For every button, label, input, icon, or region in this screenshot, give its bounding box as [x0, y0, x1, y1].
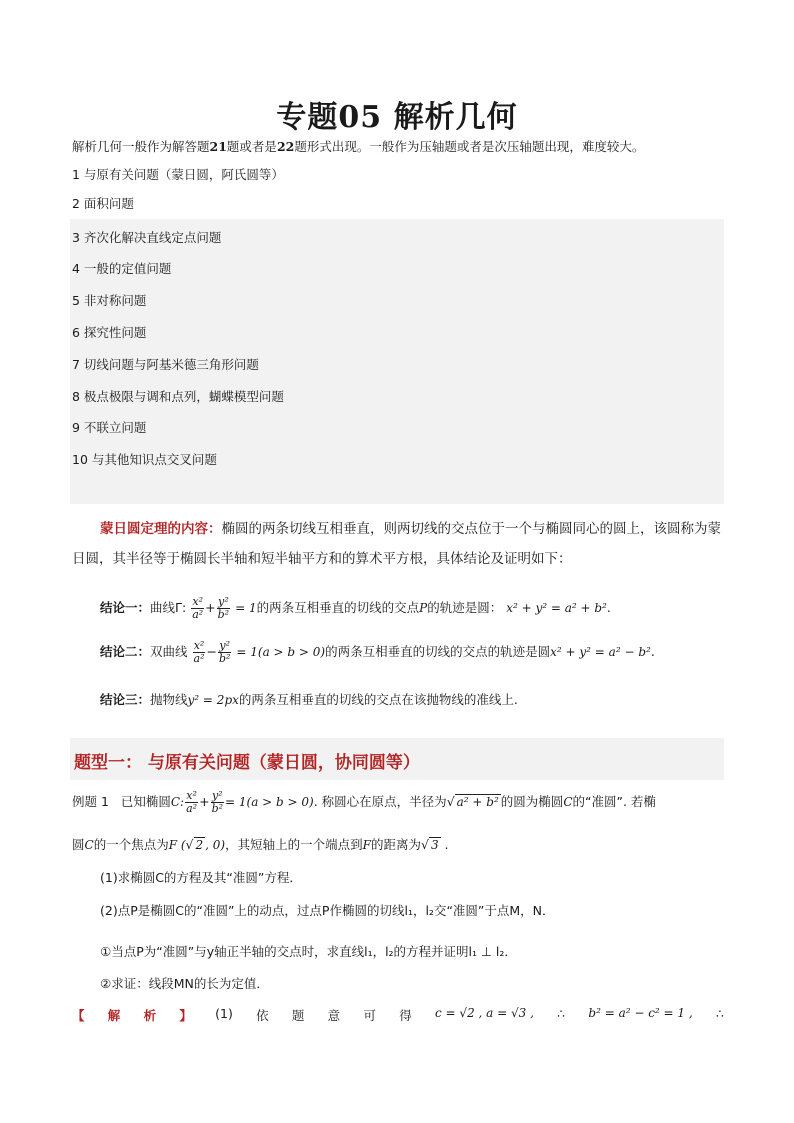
topic-item: 9 不联立问题: [72, 420, 147, 435]
question-2-part-1: ①当点P为“准圆”与y轴正半轴的交点时，求直线l₁，l₂的方程并证明l₁ ⊥ l₂．: [100, 944, 517, 959]
fraction-y2-b2: $\frac{\text{y²}}{\text{b²}}$: [211, 789, 224, 815]
topic-item: 3 齐次化解决直线定点问题: [72, 230, 222, 245]
topic-item: 5 非对称问题: [72, 293, 147, 308]
topic-item: 7 切线问题与阿基米德三角形问题: [72, 357, 259, 372]
topic-item: 1 与原有关问题（蒙日圆，阿氏圆等）: [72, 167, 284, 182]
fraction-x2-a2: $\frac{\text{x²}}{\text{a²}}$: [193, 639, 205, 665]
fraction-y2-b2: $\frac{\text{y²}}{\text{b²}}$: [218, 639, 231, 665]
monge-paragraph: 蒙日圆定理的内容：椭圆的两条切线互相垂直，则两切线的交点位于一个与椭圆同心的圆上，该圆称为蒙日圆，其半径等于椭圆长半轴和短半轴平方和的算术平方根，具体结论及证明如下：: [72, 521, 721, 567]
page-title: 专题05 解析几何: [276, 100, 518, 135]
conclusion-three: 结论三：抛物线y² = 2px的两条互相垂直的切线的交点在该抛物线的准线上.: [100, 692, 518, 707]
fraction-x2-a2: $\frac{\text{x²}}{\text{a²}}$: [192, 595, 204, 621]
example-line-1: 例题 1 已知椭圆C: $\frac{\text{x²}}{\text{a²}}$ + $\frac{\text{y²}}{\text{b²}}$ = 1(a > b > 0). 称圆心在原点，半径为√ a² + b² 的圆为椭圆C的“准圆”. 若椭: [72, 789, 656, 815]
question-1: (1)求椭圆C的方程及其“准圆”方程．: [100, 870, 302, 885]
intro-text: 解析几何一般作为解答题21题或者是22题形式出现。一般作为压轴题或者是次压轴题出现，难度较大。: [72, 139, 645, 154]
topic-item: 2 面积问题: [72, 196, 134, 211]
question-2-part-2: ②求证：线段MN的长为定值．: [100, 976, 269, 991]
topic-item: 8 极点极限与调和点列，蝴蝶模型问题: [72, 389, 284, 404]
question-2: (2)点P是椭圆C的“准圆”上的动点，过点P作椭圆的切线l₁，l₂交“准圆”于点M，N．: [100, 903, 555, 918]
topic-item: 6 探究性问题: [72, 325, 147, 340]
conclusion-two: 结论二：双曲线 $\frac{\text{x²}}{\text{a²}}$ − $\frac{\text{y²}}{\text{b²}}$ = 1(a > b > 0)的两条互相垂直的切线的交点的轨迹是圆x² + y² = a² − b².: [100, 639, 655, 665]
topic-item: 10 与其他知识点交叉问题: [72, 452, 217, 467]
analysis-line: 【 解 析 】 (1) 依 题 意 可 得 c = √2 , a = √3 , ∴ b² = a² − c² = 1 , ∴: [72, 1006, 724, 1023]
conclusion-one: 结论一：曲线Γ: $\frac{\text{x²}}{\text{a²}}$ + $\frac{\text{y²}}{\text{b²}}$ = 1的两条互相垂直的切线的交点P的轨迹是圆： x² + y² = a² + b².: [100, 595, 611, 621]
fraction-x2-a2: $\frac{\text{x²}}{\text{a²}}$: [186, 789, 198, 815]
example-line-2: 圆C的一个焦点为F (√ 2 , 0)，其短轴上的一个端点到F的距离为√ 3 .: [72, 837, 449, 852]
fraction-y2-b2: $\frac{\text{y²}}{\text{b²}}$: [217, 595, 230, 621]
section-title: 题型一： 与原有关问题（蒙日圆，协同圆等）: [74, 753, 420, 773]
topic-item: 4 一般的定值问题: [72, 261, 172, 276]
